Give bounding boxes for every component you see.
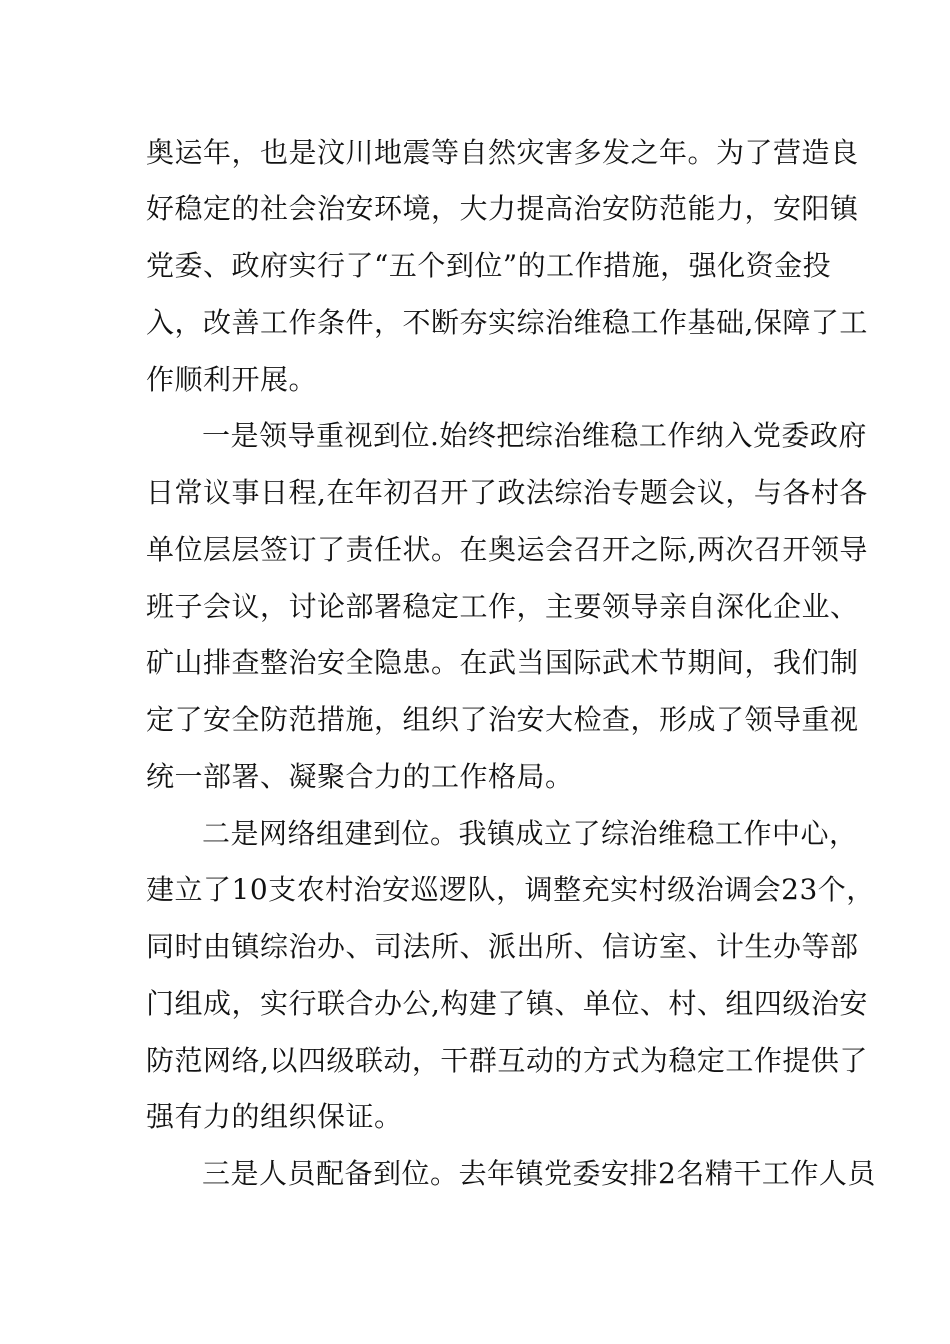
paragraph-first-line: 一是领导重视到位.始终把综治维稳工作纳入党委政府 — [202, 419, 867, 452]
text-line: 好稳定的社会治安环境，大力提高治安防范能力，安阳镇 — [146, 192, 859, 225]
text-line: 门组成，实行联合办公,构建了镇、单位、村、组四级治安 — [146, 987, 868, 1020]
paragraph-first-line: 三是人员配备到位。去年镇党委安排2名精干工作人员 — [202, 1157, 876, 1190]
text-line: 单位层层签订了责任状。在奥运会召开之际,两次召开领导 — [146, 533, 868, 566]
text-line: 防范网络,以四级联动，干群互动的方式为稳定工作提供了 — [146, 1044, 868, 1077]
text-line: 班子会议，讨论部署稳定工作，主要领导亲自深化企业、 — [146, 590, 859, 623]
text-line: 党委、政府实行了“五个到位”的工作措施，强化资金投 — [146, 249, 832, 282]
paragraph-first-line: 二是网络组建到位。我镇成立了综治维稳工作中心， — [202, 817, 858, 850]
text-line: 定了安全防范措施，组织了治安大检查，形成了领导重视 — [146, 703, 859, 736]
text-line: 日常议事日程,在年初召开了政法综治专题会议，与各村各 — [146, 476, 868, 509]
text-line: 统一部署、凝聚合力的工作格局。 — [146, 760, 574, 793]
text-line: 作顺利开展。 — [146, 363, 318, 396]
text-line: 建立了10支农村治安巡逻队，调整充实村级治调会23个， — [146, 873, 875, 906]
text-line: 矿山排查整治安全隐患。在武当国际武术节期间，我们制 — [146, 646, 859, 679]
text-line: 同时由镇综治办、司法所、派出所、信访室、计生办等部 — [146, 930, 859, 963]
text-line: 奥运年，也是汶川地震等自然灾害多发之年。为了营造良 — [146, 136, 859, 169]
text-line: 强有力的组织保证。 — [146, 1100, 403, 1133]
text-line: 入，改善工作条件，不断夯实综治维稳工作基础,保障了工 — [146, 306, 868, 339]
